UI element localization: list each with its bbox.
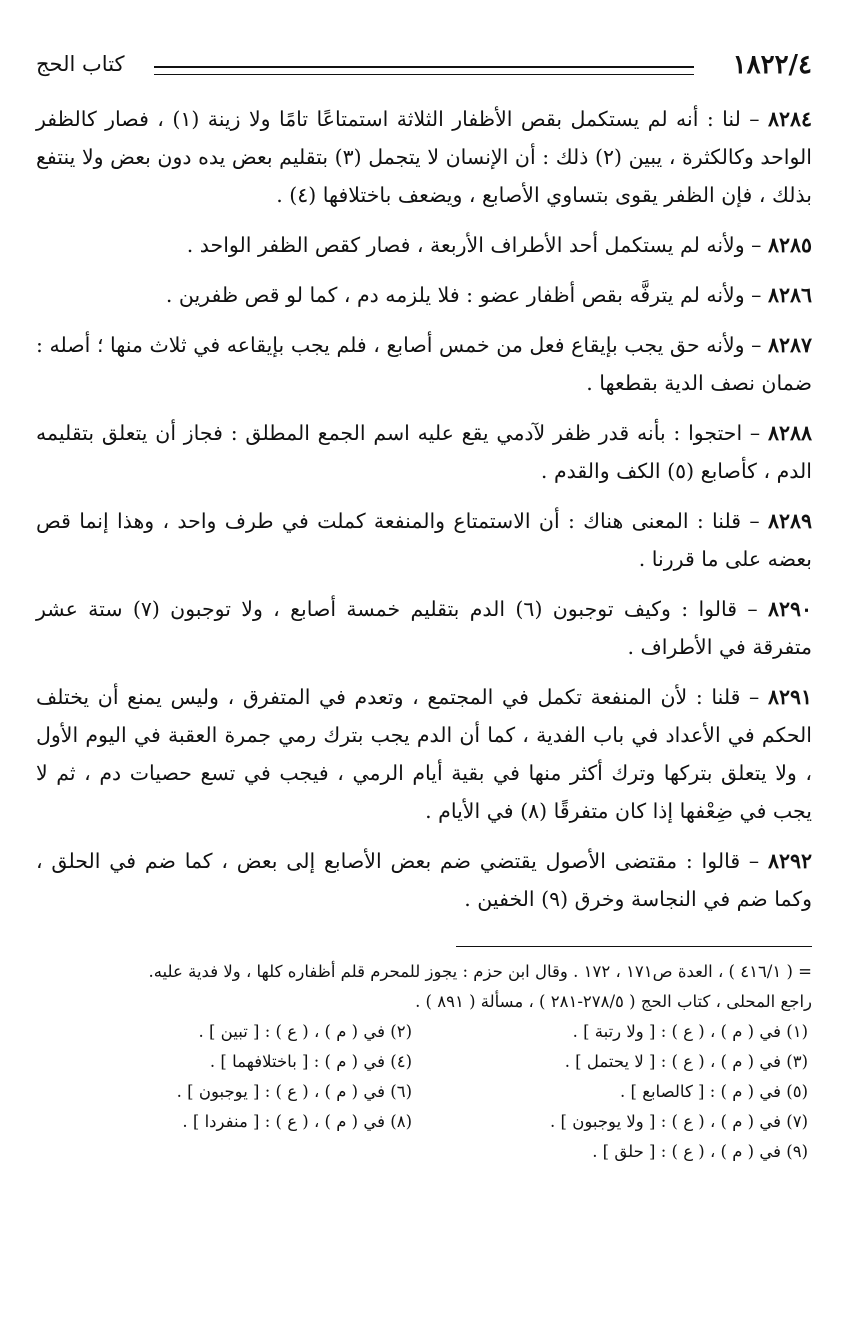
paragraph-text: – ولأنه لم يترفَّه بقص أظفار عضو : فلا يلزمه دم ، كما لو قص ظفرين . [165,283,762,307]
footnote-continuation-line: = ( ٤١٦/١ ) ، العدة ص١٧١ ، ١٧٢ . وقال ابن حزم : يجوز للمحرم قلم أظفاره كلها ، ولا فدية عليه. [148,962,812,981]
paragraph-number: ٨٢٨٤ [767,107,812,131]
paragraph-text: – لنا : أنه لم يستكمل بقص الأظفار الثلاثة استمتاعًا تامًا ولا زينة (١) ، فصار كالظفر الواحد وكالكثرة ، يبين (٢) ذلك : أن الإنسان لا يتجمل (٣) بتقليم بعض يده دون بعض ولا ينتفع بذلك ، فإن الظفر يقوى بتساوي الأصابع ، ويضعف باختلافها (٤) . [36,107,813,207]
paragraph-text: – احتجوا : بأنه قدر ظفر لآدمي يقع عليه اسم الجمع المطلق : فجاز أن يتعلق بتقليمه الدم ، كأصابع (٥) الكف والقدم . [36,421,812,483]
header-double-rule [154,66,694,75]
paragraph-number: ٨٢٨٥ [767,233,812,257]
footnote-4: (٤) في ( م ) : [ باختلافهما ] . [209,1052,412,1071]
paragraph-text: – ولأنه لم يستكمل أحد الأطراف الأربعة ، فصار كقص الظفر الواحد . [186,233,762,257]
footnote-1: (١) في ( م ) ، ( ع ) : [ ولا رتبة ] . [572,1022,808,1041]
paragraph-8292 [36,842,812,918]
paragraph-text: – قلنا : لأن المنفعة تكمل في المجتمع ، وتعدم في المتفرق ، وليس يمنع أن يختلف الحكم في الأعداد في باب الفدية ، كما أن الدم يجب بترك رمي جمرة العقبة في اليوم الأول ، ولا يتعلق بتركها وترك أكثر منها في بقية أيام الرمي ، فيجب في تسع حصيات دم ، ثم لا يجب في ضِعْفها إذا كان متفرقًا (٨) في الأيام . [36,685,812,823]
footnote-continuation-line: راجع المحلى ، كتاب الحج ( ٢٧٨/٥-٢٨١ ) ، مسألة ( ٨٩١ ) . [415,992,812,1011]
footnote-3: (٣) في ( م ) ، ( ع ) : [ لا يحتمل ] . [564,1052,808,1071]
paragraph-8290 [36,590,812,666]
paragraph-8287 [36,326,812,402]
footnote-list [36,1017,812,1167]
page-header [36,46,812,90]
paragraph-text: – قلنا : المعنى هناك : أن الاستمتاع والمنفعة كملت في طرف واحد ، وهذا إنما قص بعضه على ما قررنا . [36,509,812,571]
main-text [36,100,812,918]
paragraph-text: – قالوا : وكيف توجبون (٦) الدم بتقليم خمسة أصابع ، ولا توجبون (٧) ستة عشر متفرقة في الأطراف . [36,597,812,659]
footnote-5: (٥) في ( م ) : [ كالصابع ] . [620,1082,808,1101]
paragraph-number: ٨٢٨٨ [767,421,812,445]
paragraph-number: ٨٢٩١ [767,685,812,709]
footnote-8: (٨) في ( م ) ، ( ع ) : [ منفردا ] . [182,1112,412,1131]
footnote-2: (٢) في ( م ) ، ( ع ) : [ تبين ] . [198,1022,412,1041]
paragraph-8285 [36,226,812,264]
paragraph-8291 [36,678,812,830]
paragraph-number: ٨٢٩٠ [767,597,812,621]
paragraph-text: – ولأنه حق يجب بإيقاع فعل من خمس أصابع ، فلم يجب بإيقاعه في ثلاث منها ؛ أصله : ضمان نصف الدية بقطعها . [36,333,812,395]
page-number: ١٨٢٢/٤ [732,50,812,80]
footnote-7: (٧) في ( م ) ، ( ع ) : [ ولا يوجبون ] . [550,1112,808,1131]
paragraph-number: ٨٢٩٢ [767,849,812,873]
footnote-9: (٩) في ( م ) ، ( ع ) : [ حلق ] . [592,1142,808,1161]
book-page [36,46,812,1316]
footnotes [36,957,812,1167]
paragraph-8286 [36,276,812,314]
paragraph-8289 [36,502,812,578]
paragraph-number: ٨٢٨٩ [767,509,812,533]
footnote-6: (٦) في ( م ) ، ( ع ) : [ يوجبون ] . [176,1082,412,1101]
footnote-separator [456,946,812,947]
running-title: كتاب الحج [36,52,125,76]
paragraph-text: – قالوا : مقتضى الأصول يقتضي ضم بعض الأصابع إلى بعض ، كما ضم في الحلق ، وكما ضم في النجاسة وخرق (٩) الخفين . [36,849,812,911]
paragraph-number: ٨٢٨٦ [767,283,812,307]
paragraph-number: ٨٢٨٧ [767,333,812,357]
paragraph-8284 [36,100,812,214]
paragraph-8288 [36,414,812,490]
